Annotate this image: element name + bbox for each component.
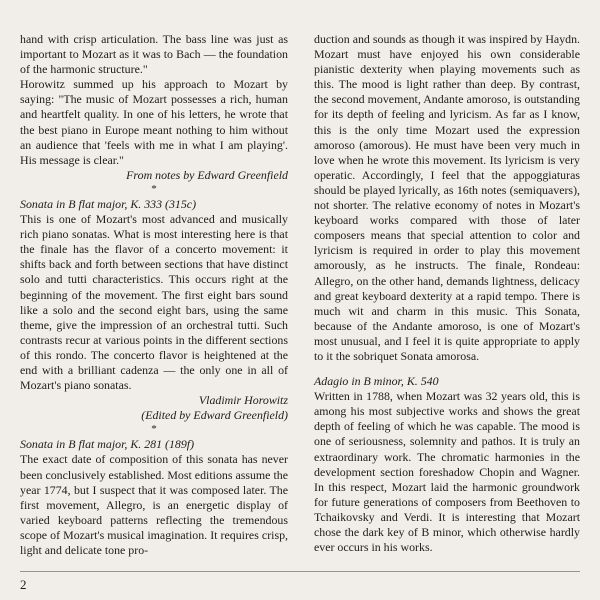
- right-column: [314, 32, 580, 555]
- left-column: [20, 32, 288, 558]
- section-separator: *: [151, 423, 157, 436]
- section-heading: Sonata in B flat major, K. 333 (315c): [20, 196, 197, 211]
- paragraph: This is one of Mozart's most advanced and musically rich piano sonatas. What is most interesting here is that the finale has the flavor of a concerto movement: it shifts back and forth between sections that have distinct solo and tutti characteristics. This occurs right at the beginning of the movement. The first eight bars sound like a solo and the second eight bars, using the same theme, give the impression of an orchestral tutti. Such contrasts recur at various points in the different sections of this rondo. The concerto flavor is heightened at the end with a brilliant cadenza — the only one in all of Mozart's piano sonatas.: [20, 212, 288, 393]
- paragraph: hand with crisp articulation. The bass line was just as important to Mozart as it was to Bach — the foundation of the harmonic structure.": [20, 32, 288, 77]
- section-heading: Adagio in B minor, K. 540: [314, 374, 439, 389]
- editor-credit: (Edited by Edward Greenfield): [141, 408, 288, 423]
- paragraph: duction and sounds as though it was inspired by Haydn. Mozart must have enjoyed his own considerable pianistic dexterity when playing movements such as this. The mood is light rather than deep. By contrast, the second movement, Andante amoroso, is outstanding for its depth of feeling and lyricism. As far as I know, this is the only time Mozart used the expression amoroso (amorous). He must have been very much in love when he wrote this movement. Its lyricism is very operatic. Accordingly, I feel that the appoggiaturas should be played lyrically, as 16th notes (semiquavers), not shorter. The relative economy of notes in Mozart's keyboard works compared with those of later composers means that special attention to color and lyricism is required in order to play this movement amorously, as he instructs. The finale, Rondeau: Allegro, on the other hand, demands lightness, delicacy and great keyboard dexterity at a rapid tempo. There is much wit and charm in this music. This Sonata, because of the Andante amoroso, is one of Mozart's most unusual, and I feel it is quite appropriate to apply to it the sobriquet Sonata amorosa.: [314, 32, 580, 363]
- section-separator: *: [151, 182, 157, 195]
- section-heading: Sonata in B flat major, K. 281 (189f): [20, 437, 195, 452]
- page-number: 2: [20, 577, 27, 592]
- paragraph: Horowitz summed up his approach to Mozart by saying: "The music of Mozart possesses a rich, human and heartfelt quality. In one of his letters, he wrote that the best piano in Europe meant nothing to him without an audience that 'feels with me in what I am playing'. His message is clear.": [20, 77, 288, 167]
- footer-rule: [20, 571, 580, 572]
- paragraph: Written in 1788, when Mozart was 32 years old, this is among his most subjective works and shows the great depth of feeling of which he was capable. The mood is one of seriousness, solemnity and pathos. It is truly an extraordinary work. The chromatic harmonies in the development section foreshadow Chopin and Wagner. In this respect, Mozart laid the harmonic groundwork for future generations of composers from Beethoven to Tchaikovsky and Verdi. It is interesting that Mozart chose the dark key of B minor, which otherwise hardly ever occurs in his works.: [314, 389, 580, 555]
- signature: Vladimir Horowitz: [198, 393, 288, 408]
- notes-credit: From notes by Edward Greenfield: [126, 167, 288, 182]
- paragraph: The exact date of composition of this sonata has never been conclusively established. Most editions assume the year 1774, but I suspect that it was composed later. The first movement, Allegro, is an energetic display of varied keyboard patterns reflecting the tremendous scope of Mozart's musical imagination. It requires crisp, light and delicate tone pro-: [20, 452, 288, 557]
